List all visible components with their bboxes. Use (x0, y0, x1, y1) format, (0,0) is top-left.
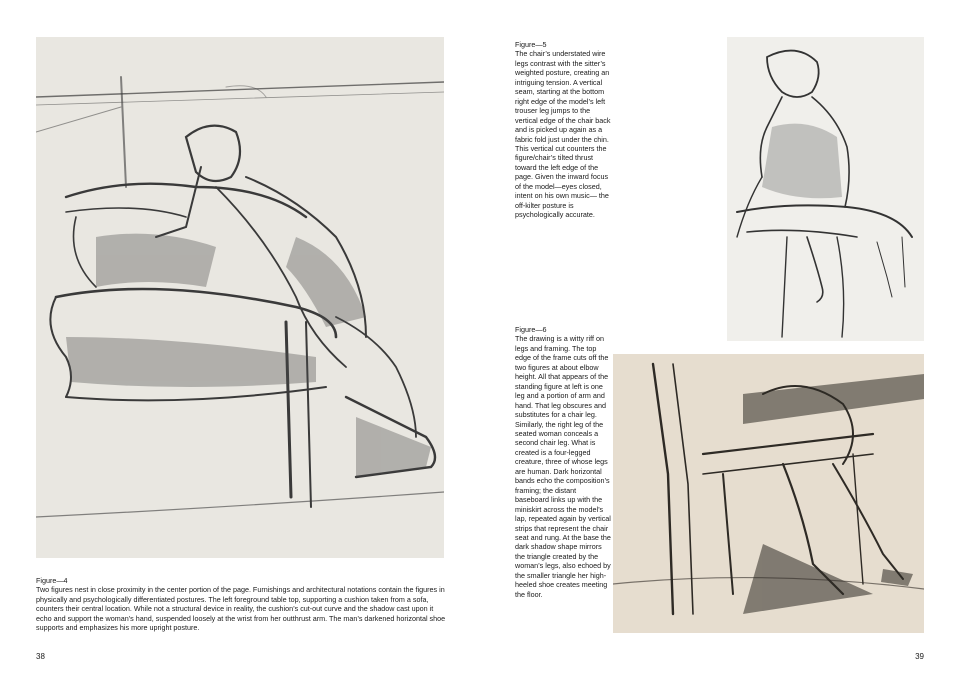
figure-5-drawing (727, 37, 924, 341)
figure-6-drawing (613, 354, 924, 633)
figure-4-text: Two figures nest in close proximity in the center portion of the page. Furnishings and architectural notations contain the figures in physically and psychologically differentiated postures. The left foreground table top, supporting a cushion taken from a sofa, counters their central location. While not a structural device in reality, the cushion’s cut-out curve and the shadow cast upon it echo and support the woman’s hand, suspended loosely at the wrist from her outthrust arm. The man’s darkened horizontal shoe supports and emphasizes his more upright posture. (36, 585, 446, 633)
figure-6-text: The drawing is a witty riff on legs and framing. The top edge of the frame cuts off the two figures at about elbow height. All that appears of the standing figure at left is one leg and a portion of arm and hand. That leg obscures and substitutes for a chair leg. Similarly, the right leg of the seated woman conceals a second chair leg. What is created is a four-legged creature, three of whose legs are human. Dark horizontal bands echo the composition’s framing; the distant baseboard links up with the miniskirt across the model’s lap, repeated again by vertical strips that represent the chair seat and rung. At the base the dark shadow shape mirrors the triangle created by the woman’s legs, also echoed by the smaller triangle her high-heeled shoe creates meeting the floor. (515, 334, 611, 599)
figure-4-label: Figure—4 (36, 576, 68, 585)
figure-5-text: The chair’s understated wire legs contrast with the sitter’s weighted posture, creating an intriguing tension. A vertical seam, starting at the bottom right edge of the model’s left trouser leg jumps to the vertical edge of the chair back and is picked up again as a fabric fold just under the chin. This vertical cut counters the figure/chair’s tilted thrust toward the left edge of the page. Given the inward focus of the model—eyes closed, intent on his own music— the off-kilter posture is psychologically accurate. (515, 49, 611, 220)
figure-6-label: Figure—6 (515, 325, 547, 334)
figure-5-caption (515, 40, 611, 220)
page-number-left: 38 (36, 652, 45, 661)
figure-5-label: Figure—5 (515, 40, 547, 49)
figure-4-caption (36, 576, 446, 633)
figure-6-caption (515, 325, 611, 599)
figure-4-drawing (36, 37, 444, 558)
page-number-right: 39 (915, 652, 924, 661)
